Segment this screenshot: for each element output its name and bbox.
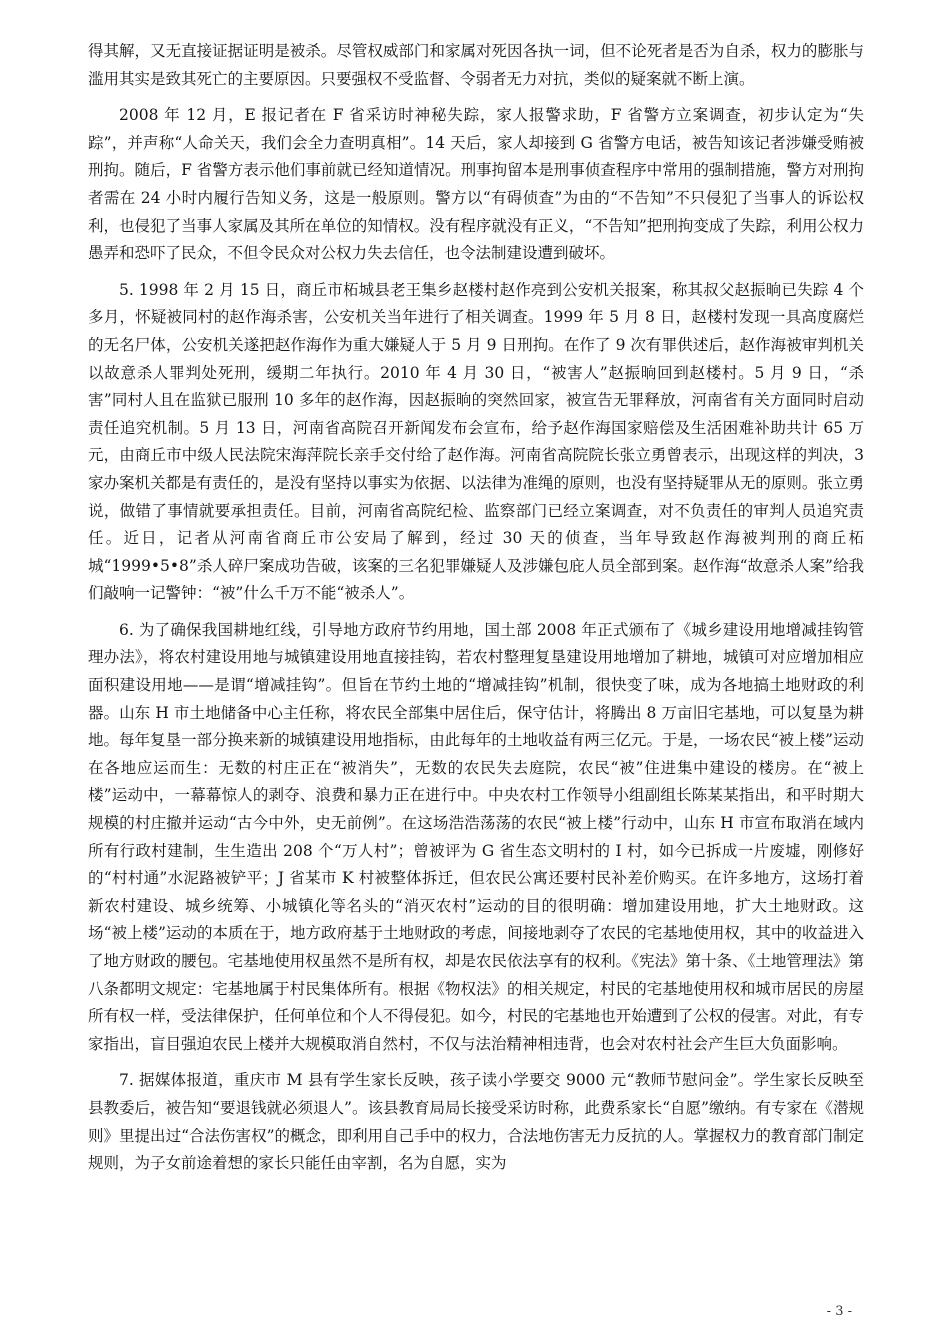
paragraph-continued: 得其解，又无直接证据证明是被杀。尽管权威部门和家属对死因各执一词，但不论死者是否为自杀，权力的膨胀与滥用其实是致其死亡的主要原因。只要强权不受监督、令弱者无力对抗，类似的疑案就不断上演。 [88, 42, 864, 88]
paragraph-reporter-detention: 2008 年 12 月，E 报记者在 F 省采访时神秘失踪，家人报警求助，F 省警方立案调查，初步认定为“失踪”，并声称“人命关天，我们会全力查明真相”。14 天后，家人却接到 G 省警方电话，被告知该记者涉嫌受贿被刑拘。随后，F 省警方表示他们事前就已经知道情况。刑事拘留本是刑事侦查程序中常用的强制措施，警方对刑拘者需在 24 小时内履行告知义务，这是一般原则。警方以“有碍侦查”为由的“不告知”不只侵犯了当事人的诉讼权利，也侵犯了当事人家属及其所在单位的知情权。没有程序就没有正义，“不告知”把刑拘变成了失踪，利用公权力愚弄和恐吓了民众，不但令民众对公权力失去信任，也令法制建设遭到破坏。 [88, 106, 864, 263]
page-number: - 3 - [826, 1304, 852, 1319]
document-body [88, 38, 864, 1187]
paragraph-item-5: 5. 1998 年 2 月 15 日，商丘市柘城县老王集乡赵楼村赵作亮到公安机关报案，称其叔父赵振晌已失踪 4 个多月，怀疑被同村的赵作海杀害，公安机关当年进行了相关调查。1999 年 5 月 8 日，赵楼村发现一具高度腐烂的无名尸体，公安机关遂把赵作海作为重大嫌疑人于 5 月 9 日刑拘。在作了 9 次有罪供述后，赵作海被审判机关以故意杀人罪判处死刑，缓期二年执行。2010 年 4 月 30 日，“被害人”赵振晌回到赵楼村。5 月 9 日，“杀害”同村人且在监狱已服刑 10 多年的赵作海，因赵振晌的突然回家，被宣告无罪释放，河南省有关方面同时启动责任追究机制。5 月 13 日，河南省高院召开新闻发布会宣布，给予赵作海国家赔偿及生活困难补助共计 65 万元，由商丘市中级人民法院宋海萍院长亲手交付给了赵作海。河南省高院院长张立勇曾表示，出现这样的判决，3 家办案机关都是有责任的，是没有坚持以事实为依据、以法律为准绳的原则，也没有坚持疑罪从无的原则。张立勇说，做错了事情就要承担责任。目前，河南省高院纪检、监察部门已经立案调查，对不负责任的审判人员追究责任。近日，记者从河南省商丘市公安局了解到，经过 30 天的侦查，当年导致赵作海被判刑的商丘柘城“1999•5•8”杀人碎尸案成功告破，该案的三名犯罪嫌疑人及涉嫌包庇人员全部到案。赵作海“故意杀人案”给我们敲响一记警钟：“被”什么千万不能“被杀人”。 [88, 280, 864, 603]
paragraph-item-6: 6. 为了确保我国耕地红线，引导地方政府节约用地，国土部 2008 年正式颁布了《城乡建设用地增减挂钩管理办法》，将农村建设用地与城镇建设用地直接挂钩，若农村整理复垦建设用地增加了耕地，城镇可对应增加相应面积建设用地——是谓“增减挂钩”。但旨在节约土地的“增减挂钩”机制，很快变了味，成为各地搞土地财政的利器。山东 H 市土地储备中心主任称，将农民全部集中居住后，保守估计，将腾出 8 万亩旧宅基地，可以复垦为耕地。每年复垦一部分换来新的城镇建设用地指标，由此每年的土地收益有两三亿元。于是，一场农民“被上楼”运动在各地应运而生：无数的村庄正在“被消失”，无数的农民失去庭院，农民“被”住进集中建设的楼房。在“被上楼”运动中，一幕幕惊人的剥夺、浪费和暴力正在进行中。中央农村工作领导小组副组长陈某某指出，和平时期大规模的村庄撤并运动“古今中外，史无前例”。在这场浩浩荡荡的农民“被上楼”行动中，山东 H 市宣布取消在域内所有行政村建制，生生造出 208 个“万人村”；曾被评为 G 省生态文明村的 I 村，如今已拆成一片废墟，刚修好的“村村通”水泥路被铲平；J 省某市 K 村被整体拆迁，但农民公寓还要村民补差价购买。在许多地方，这场打着新农村建设、城乡统筹、小城镇化等名头的“消灭农村”运动的目的很明确：增加建设用地，扩大土地财政。这场“被上楼”运动的本质在于，地方政府基于土地财政的考虑，间接地剥夺了农民的宅基地使用权，其中的收益进入了地方财政的腰包。宅基地使用权虽然不是所有权，却是农民依法享有的权利。《宪法》第十条、《土地管理法》第八条都明文规定：宅基地属于村民集体所有。根据《物权法》的相关规定，村民的宅基地使用权和城市居民的房屋所有权一样，受法律保护，任何单位和个人不得侵犯。如今，村民的宅基地也开始遭到了公权的侵害。对此，有专家指出，盲目强迫农民上楼并大规模取消自然村，不仅与法治精神相违背，也会对农村社会产生巨大负面影响。 [88, 620, 864, 1053]
paragraph-item-7: 7. 据媒体报道，重庆市 M 县有学生家长反映，孩子读小学要交 9000 元“教师节慰问金”。学生家长反映至县教委后，被告知“要退钱就必须退人”。该县教育局局长接受采访时称，此费系家长“自愿”缴纳。有专家在《潜规则》里提出过“合法伤害权”的概念，即利用自己手中的权力，合法地伤害无力反抗的人。掌握权力的教育部门制定规则，为子女前途着想的家长只能任由宰割，名为自愿，实为 [88, 1071, 864, 1173]
